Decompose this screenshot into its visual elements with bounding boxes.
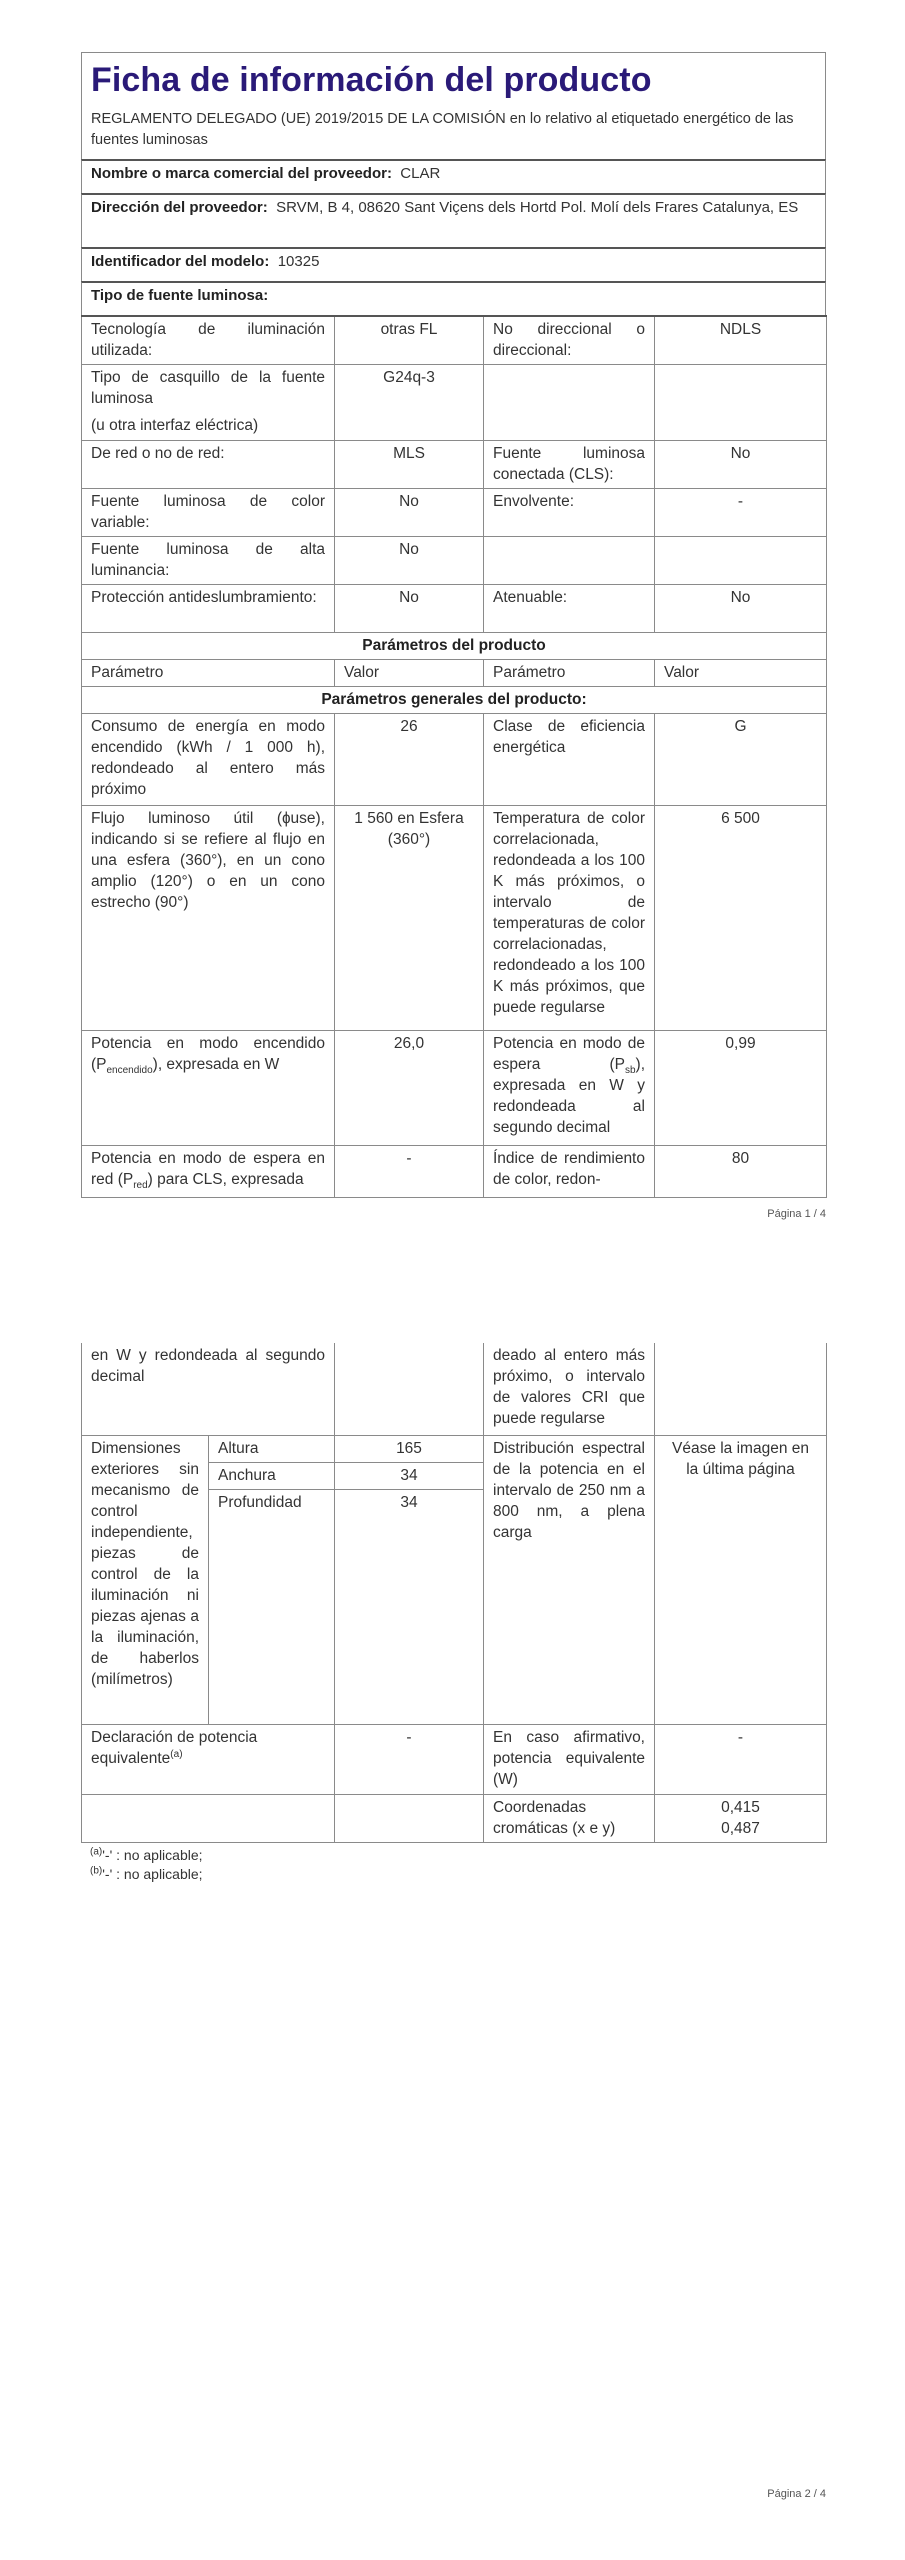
spectral-label: Distribución espectral de la potencia en el intervalo de 250 nm a 800 nm, a plena carga <box>484 1435 655 1724</box>
product-info-sheet <box>81 52 826 1198</box>
type-value: No <box>335 537 484 585</box>
type-row <box>82 537 827 585</box>
page-number: Página 2 / 4 <box>767 2488 826 2500</box>
param-label: En caso afirmativo, potencia equivalente (W) <box>484 1724 655 1794</box>
param-label: Potencia en modo de espera en red $(P_{red})$ para CLS, expresada <box>82 1146 335 1198</box>
param-row <box>82 806 827 1031</box>
type-row <box>82 316 827 365</box>
param-label: Flujo luminoso útil (ɸuse), indicando si se refiere al flujo en una esfera (360°), en un cono amplio (120°) o en un cono estrecho (90°) <box>82 806 335 1031</box>
footnote: $^{(a)}$'-' : no aplicable; <box>90 1845 203 1863</box>
footnotes <box>81 1846 826 1884</box>
dim-label: Anchura <box>209 1462 335 1489</box>
param-value: 0,99 <box>655 1031 827 1146</box>
type-label: Envolvente: <box>484 489 655 537</box>
type-value: otras FL <box>335 316 484 365</box>
param-label <box>82 1794 335 1842</box>
dim-value: 165 <box>335 1435 484 1462</box>
cap-type-sublabel: (u otra interfaz eléctrica) <box>91 417 259 434</box>
supplier-address-row <box>81 193 826 247</box>
supplier-name-label: Nombre o marca comercial del proveedor: <box>91 165 392 182</box>
param-value: 26 <box>335 714 484 806</box>
type-value: G24q-3 <box>335 365 484 441</box>
type-row <box>82 489 827 537</box>
column-header-row <box>82 660 827 687</box>
light-source-type-label: Tipo de fuente luminosa: <box>91 287 269 304</box>
section-row <box>82 633 827 660</box>
type-value: No <box>655 441 827 489</box>
type-value <box>655 365 827 441</box>
param-value <box>655 1794 827 1842</box>
dim-label: Altura <box>209 1435 335 1462</box>
type-label: Protección antideslumbramiento: <box>82 585 335 633</box>
type-label: Fuente luminosa de color variable: <box>82 489 335 537</box>
coord-x: 0,415 <box>721 1798 760 1816</box>
type-label: De red o no de red: <box>82 441 335 489</box>
column-header: Parámetro <box>82 660 335 687</box>
type-label <box>484 365 655 441</box>
param-value: 26,0 <box>335 1031 484 1146</box>
type-value: No <box>655 585 827 633</box>
param-label: deado al entero más próximo, o intervalo de valores CRI que puede regularse <box>484 1343 655 1435</box>
column-header: Valor <box>655 660 827 687</box>
param-label: Temperatura de color correlacionada, redondeada a los 100 K más próximos, o intervalo de temperaturas de color correlacionadas, redondeado a los 100 K más próximos, que puede regularse <box>484 806 655 1031</box>
type-value <box>655 537 827 585</box>
column-header: Valor <box>335 660 484 687</box>
param-label: Clase de eficiencia energética <box>484 714 655 806</box>
param-row <box>82 1146 827 1198</box>
type-row <box>82 365 827 441</box>
param-row <box>82 1794 827 1842</box>
params-table-continued <box>81 1343 827 1843</box>
param-value <box>335 1343 484 1435</box>
param-value: 1 560 en Esfera (360°) <box>335 806 484 1031</box>
supplier-name-value: CLAR <box>400 165 441 182</box>
type-label: No direccional o direccional: <box>484 316 655 365</box>
param-label: Consumo de energía en modo encendido (kWh / 1 000 h), redondeado al entero más próximo <box>82 714 335 806</box>
page-2 <box>0 1280 905 2560</box>
param-value: G <box>655 714 827 806</box>
param-value: - <box>655 1724 827 1794</box>
type-label: Fuente luminosa de alta luminancia: <box>82 537 335 585</box>
section-row <box>82 687 827 714</box>
model-id-value: 10325 <box>277 253 320 270</box>
model-id-row <box>81 247 826 281</box>
param-value: - <box>335 1146 484 1198</box>
supplier-address-value: SRVM, B 4, 08620 Sant Viçens dels Hortd Pol. Molí dels Frares Catalunya, ES <box>276 199 799 216</box>
param-label: Coordenadas cromáticas (x e y) <box>484 1794 655 1842</box>
type-value: No <box>335 489 484 537</box>
type-value: NDLS <box>655 316 827 365</box>
param-value <box>655 1343 827 1435</box>
column-header: Parámetro <box>484 660 655 687</box>
param-label: Potencia en modo de espera $(P_{sb})$, expresada en W y redondeada al segundo decimal <box>484 1031 655 1146</box>
param-label: Índice de rendimiento de color, redon- <box>484 1146 655 1198</box>
dims-row <box>82 1435 827 1462</box>
param-label: Potencia en modo encendido $(P_{encendido})$, expresada en W <box>82 1031 335 1146</box>
type-label <box>82 365 335 441</box>
regulation-subtitle: REGLAMENTO DELEGADO (UE) 2019/2015 DE LA COMISIÓN en lo relativo al etiquetado energético de las fuentes luminosas <box>91 111 794 148</box>
param-value: - <box>335 1724 484 1794</box>
type-label: Tecnología de iluminación utilizada: <box>82 316 335 365</box>
supplier-name-row <box>81 159 826 193</box>
param-row <box>82 714 827 806</box>
param-row <box>82 1724 827 1794</box>
param-value: 6 500 <box>655 806 827 1031</box>
type-table <box>81 315 827 1198</box>
dim-value: 34 <box>335 1462 484 1489</box>
equiv-label: Declaración de potencia equivalente <box>91 1728 258 1767</box>
coord-y: 0,487 <box>721 1819 760 1837</box>
supplier-address-label: Dirección del proveedor: <box>91 199 268 216</box>
param-value: 80 <box>655 1146 827 1198</box>
footnote-ref: (a) <box>170 1748 183 1760</box>
dim-value: 34 <box>335 1489 484 1724</box>
type-row <box>82 441 827 489</box>
param-value <box>335 1794 484 1842</box>
spectral-value: Véase la imagen en la última página <box>655 1435 827 1724</box>
dimensions-label: Dimensiones exteriores sin mecanismo de control independiente, piezas de control de la iluminación ni piezas ajenas a la iluminación, de haberlos (milímetros) <box>82 1435 209 1724</box>
param-row <box>82 1031 827 1146</box>
param-label: en W y redondeada al segundo decimal <box>82 1343 335 1435</box>
type-value: No <box>335 585 484 633</box>
section-title-product-params: Parámetros del producto <box>82 633 827 660</box>
param-row <box>82 1343 827 1435</box>
dim-label: Profundidad <box>209 1489 335 1724</box>
type-label <box>484 537 655 585</box>
header-box <box>81 52 826 159</box>
page-title: Ficha de información del producto <box>91 61 652 99</box>
type-value: - <box>655 489 827 537</box>
light-source-type-row <box>81 281 826 315</box>
type-row <box>82 585 827 633</box>
cap-type-label: Tipo de casquillo de la fuente luminosa <box>91 369 325 407</box>
model-id-label: Identificador del modelo: <box>91 253 270 270</box>
param-label <box>82 1724 335 1794</box>
type-label: Fuente luminosa conectada (CLS): <box>484 441 655 489</box>
type-value: MLS <box>335 441 484 489</box>
product-info-sheet-continued <box>81 1343 826 1884</box>
footnote: $^{(b)}$'-' : no aplicable; <box>90 1864 203 1882</box>
page-number: Página 1 / 4 <box>767 1208 826 1220</box>
section-title-general-params: Parámetros generales del producto: <box>82 687 827 714</box>
type-label: Atenuable: <box>484 585 655 633</box>
